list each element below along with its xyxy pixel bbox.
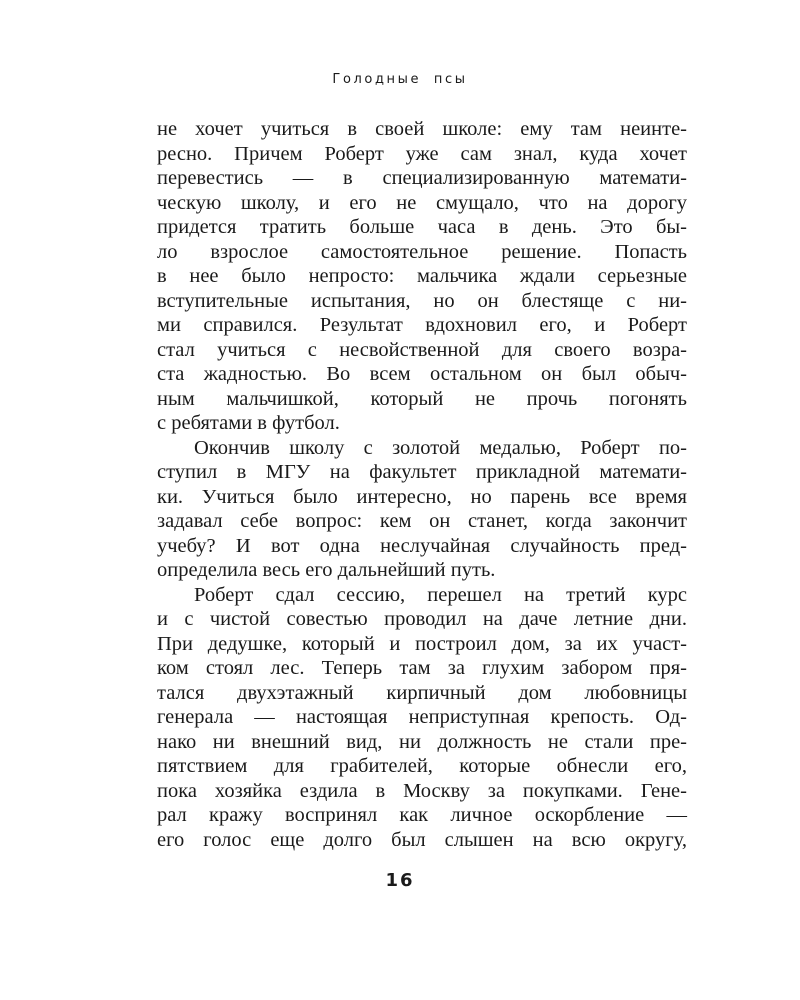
text-line: При дедушке, который и построил дом, за их участ- — [157, 632, 687, 655]
text-line: ческую школу, и его не смущало, что на дорогу — [157, 191, 687, 214]
text-line: вступительные испытания, но он блестяще с ни- — [157, 289, 687, 312]
running-head: Голодные псы — [332, 72, 468, 87]
text-line: не хочет учиться в своей школе: ему там неинте- — [157, 118, 687, 140]
text-line: ми справился. Результат вдохновил его, и Роберт — [157, 314, 687, 336]
text-line: рал кражу воспринял как личное оскорбление — — [157, 804, 687, 826]
text-line: его голос еще долго был слышен на всю округу, — [157, 828, 687, 851]
paragraph-first-line: Окончив школу с золотой медалью, Роберт по- — [194, 436, 687, 459]
body-text — [157, 117, 687, 852]
text-line: в нее было непросто: мальчика ждали серьезные — [157, 265, 687, 287]
text-line: пятствием для грабителей, которые обнесли его, — [157, 755, 687, 777]
text-line: учебу? И вот одна неслучайная случайность пред- — [157, 534, 687, 557]
text-line: пока хозяйка ездила в Москву за покупками. Гене- — [157, 779, 687, 802]
paragraph-end-line: с ребятами в футбол. — [157, 412, 340, 434]
text-line: задавал себе вопрос: кем он станет, когда закончит — [157, 510, 687, 532]
paragraph-first-line: Роберт сдал сессию, перешел на третий курс — [194, 583, 687, 606]
text-line: перевестись — в специализированную математи- — [157, 167, 687, 189]
text-line: стал учиться с несвойственной для своего возра- — [157, 338, 687, 361]
text-line: ресно. Причем Роберт уже сам знал, куда хочет — [157, 142, 687, 165]
text-line: ста жадностью. Во всем остальном он был обыч- — [157, 363, 687, 385]
text-line: придется тратить больше часа в день. Это бы- — [157, 216, 687, 238]
page-number: 16 — [385, 870, 415, 891]
text-line: и с чистой совестью проводил на даче летние дни. — [157, 608, 687, 630]
text-line: ным мальчишкой, который не прочь погонять — [157, 387, 687, 410]
text-line: ки. Учиться было интересно, но парень все время — [157, 485, 687, 508]
text-line: ло взрослое самостоятельное решение. Попасть — [157, 240, 687, 263]
text-line: нако ни внешний вид, ни должность не стали пре- — [157, 730, 687, 753]
text-line: тался двухэтажный кирпичный дом любовницы — [157, 681, 687, 704]
paragraph-end-line: определила весь его дальнейший путь. — [157, 559, 496, 581]
text-line: ком стоял лес. Теперь там за глухим забором пря- — [157, 657, 687, 679]
text-line: генерала — настоящая неприступная крепость. Од- — [157, 706, 687, 728]
text-line: ступил в МГУ на факультет прикладной математи- — [157, 461, 687, 483]
